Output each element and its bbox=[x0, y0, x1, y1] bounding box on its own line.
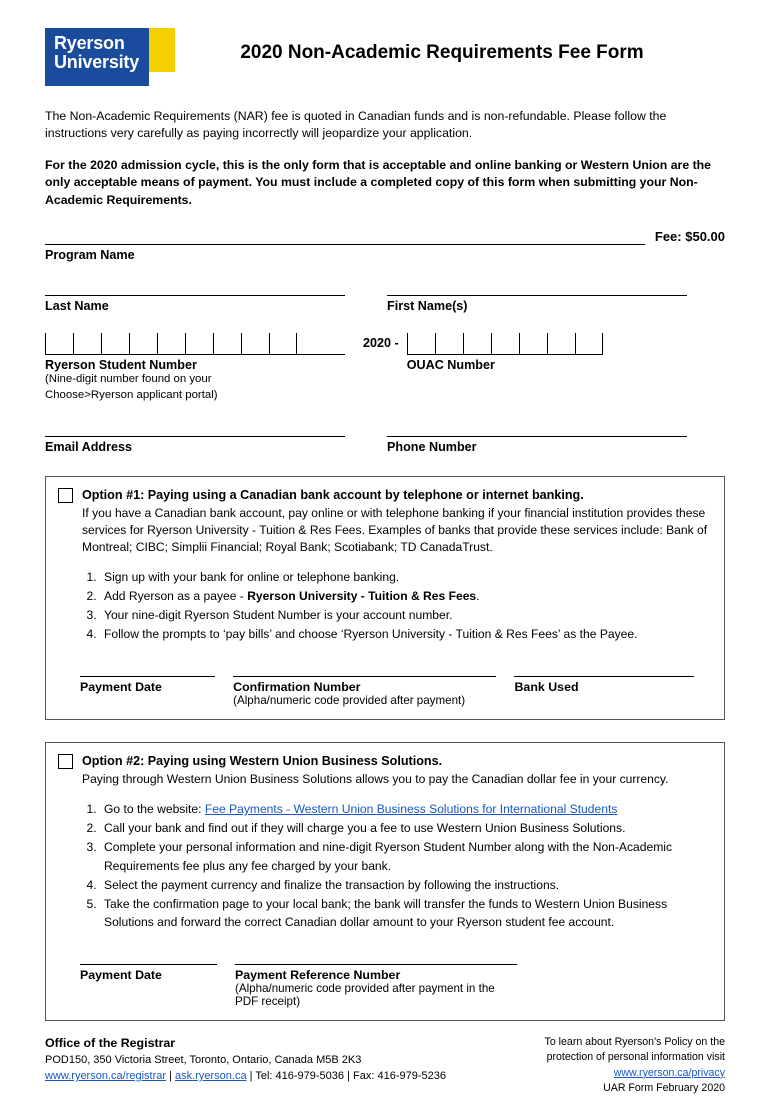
western-union-link[interactable]: Fee Payments - Western Union Business Solutions for International Students bbox=[204, 802, 618, 817]
logo-line-1: Ryerson bbox=[54, 33, 125, 53]
student-number-sub-2: Choose>Ryerson applicant portal) bbox=[45, 388, 218, 401]
ouac-year-prefix: 2020 - bbox=[363, 336, 399, 351]
digit-cell[interactable] bbox=[101, 333, 129, 355]
option-2-signature-row bbox=[58, 953, 712, 1008]
digit-cell[interactable] bbox=[435, 333, 463, 355]
footer-contact-block bbox=[45, 1035, 446, 1085]
option-2-reference-group bbox=[235, 953, 535, 1008]
digit-cell[interactable] bbox=[45, 333, 73, 355]
last-name-label: Last Name bbox=[45, 299, 109, 314]
digit-cell[interactable] bbox=[241, 333, 269, 355]
digit-cell[interactable] bbox=[547, 333, 575, 355]
option-2-payment-date-group bbox=[80, 953, 235, 1008]
option-1-panel bbox=[45, 476, 725, 720]
intro-paragraph-1: The Non-Academic Requirements (NAR) fee is quoted in Canadian funds and is non-refundable. Please follow the instructions very carefully as paying incorrectly will jeopardize your application. bbox=[45, 109, 667, 141]
option-2-step-1-prefix: Go to the website: bbox=[104, 802, 205, 817]
option-2-header bbox=[58, 753, 712, 788]
student-number-sub-1: (Nine-digit number found on your bbox=[45, 373, 212, 386]
list-item: 2. Add Ryerson as a payee - Ryerson University - Tuition & Res Fees. bbox=[100, 587, 712, 605]
list-item: 1. Sign up with your bank for online or telephone banking. bbox=[100, 568, 712, 586]
program-name-input[interactable] bbox=[45, 230, 645, 245]
phone-label: Phone Number bbox=[387, 439, 477, 454]
digit-cell[interactable] bbox=[519, 333, 547, 355]
phone-group bbox=[387, 423, 687, 454]
list-item: 3. Your nine-digit Ryerson Student Number is your account number. bbox=[100, 606, 712, 624]
list-item bbox=[100, 800, 712, 818]
contact-row bbox=[45, 423, 725, 454]
footer-tel: Tel: 416-979-5036 bbox=[255, 1069, 345, 1082]
option-2-reference-sub: (Alpha/numeric code provided after payment in the PDF receipt) bbox=[235, 982, 495, 1009]
phone-field[interactable] bbox=[387, 423, 687, 437]
logo-line-2: University bbox=[54, 52, 140, 73]
option-2-body: Paying through Western Union Business Solutions allows you to pay the Canadian dollar fee in your currency. bbox=[82, 772, 669, 787]
document-header bbox=[45, 28, 725, 86]
option-1-header bbox=[58, 487, 712, 556]
option-2-panel bbox=[45, 742, 725, 1021]
footer-address: POD150, 350 Victoria Street, Toronto, Ontario, Canada M5B 2K3 bbox=[45, 1054, 362, 1067]
first-names-input[interactable] bbox=[387, 282, 687, 296]
digit-cell[interactable] bbox=[185, 333, 213, 355]
option-2-reference-input[interactable] bbox=[235, 953, 517, 965]
option-1-signature-row bbox=[58, 665, 712, 707]
digit-cell[interactable] bbox=[129, 333, 157, 355]
digit-cell[interactable] bbox=[575, 333, 603, 355]
ouac-number-label: OUAC Number bbox=[406, 358, 495, 373]
first-names-label: First Name(s) bbox=[387, 299, 468, 314]
digit-cell[interactable] bbox=[407, 333, 435, 355]
logo-blue-block bbox=[45, 28, 149, 86]
digit-cell[interactable] bbox=[463, 333, 491, 355]
option-2-checkbox[interactable] bbox=[58, 754, 73, 769]
ryerson-university-logo bbox=[45, 28, 175, 86]
footer-separator-2: | bbox=[249, 1069, 253, 1082]
list-item: 2. Call your bank and find out if they will charge you a fee to use Western Union Business Solutions. bbox=[100, 819, 712, 837]
policy-line-1: To learn about Ryerson's Policy on the bbox=[544, 1036, 725, 1049]
footer-fax: Fax: 416-979-5236 bbox=[353, 1069, 446, 1082]
option-2-payment-date-input[interactable] bbox=[80, 953, 217, 965]
footer-separator-1: | bbox=[169, 1069, 172, 1082]
email-group bbox=[45, 423, 345, 454]
footer-links bbox=[45, 1069, 446, 1085]
document-footer bbox=[45, 1035, 725, 1096]
option-2-reference-label: Payment Reference Number bbox=[235, 968, 401, 983]
student-number-group bbox=[45, 333, 345, 403]
ask-ryerson-link[interactable]: ask.ryerson.ca bbox=[175, 1069, 247, 1082]
logo-yellow-bar bbox=[149, 28, 175, 72]
option-1-confirmation-label: Confirmation Number bbox=[233, 680, 361, 695]
option-1-body: If you have a Canadian bank account, pay online or with telephone banking if your financial institution provides these services for Ryerson University - Tuition & Res Fees. Examples of banks that provide these services include: Bank of Montreal; CIBC; Simplii Financial; Royal Bank; Scotiabank; TD CanadaTrust. bbox=[82, 505, 708, 554]
ouac-number-input[interactable] bbox=[407, 333, 603, 355]
list-item: 4. Follow the prompts to ‘pay bills’ and choose ‘Ryerson University - Tuition & Res Fees’ as the Payee. bbox=[100, 625, 712, 643]
footer-policy-block bbox=[545, 1035, 725, 1096]
privacy-link[interactable]: www.ryerson.ca/privacy bbox=[613, 1066, 725, 1079]
option-2-steps bbox=[58, 800, 712, 931]
program-name-label: Program Name bbox=[45, 248, 135, 263]
digit-cell[interactable] bbox=[213, 333, 241, 355]
option-1-title: Option #1: Paying using a Canadian bank account by telephone or internet banking. bbox=[82, 487, 584, 502]
ouac-number-group bbox=[363, 333, 663, 372]
option-1-step-2-text: Add Ryerson as a payee - bbox=[104, 588, 248, 603]
student-number-label: Ryerson Student Number bbox=[45, 358, 197, 373]
fee-amount: Fee: $50.00 bbox=[654, 229, 725, 245]
option-1-payment-date-label: Payment Date bbox=[80, 680, 162, 695]
intro-paragraph-2: For the 2020 admission cycle, this is the only form that is acceptable and online banking or Western Union are the only acceptable means of payment. You must include a completed copy of this form when submitting your Non-Academic Requirements. bbox=[45, 157, 712, 207]
option-1-confirmation-sub: (Alpha/numeric code provided after payment) bbox=[233, 694, 466, 708]
name-row bbox=[45, 282, 725, 313]
footer-separator-3: | bbox=[347, 1069, 350, 1082]
program-name-row bbox=[45, 229, 725, 245]
student-number-input[interactable] bbox=[45, 333, 345, 355]
digit-cell[interactable] bbox=[269, 333, 297, 355]
email-field[interactable] bbox=[45, 423, 345, 437]
page-title: 2020 Non-Academic Requirements Fee Form bbox=[240, 42, 644, 63]
option-1-steps bbox=[58, 568, 712, 644]
digit-cell[interactable] bbox=[73, 333, 101, 355]
option-2-title: Option #2: Paying using Western Union Business Solutions. bbox=[82, 754, 443, 769]
registrar-link[interactable]: www.ryerson.ca/registrar bbox=[45, 1069, 167, 1082]
option-1-bank-group bbox=[514, 665, 712, 707]
last-name-group bbox=[45, 282, 345, 313]
footer-office: Office of the Registrar bbox=[45, 1036, 176, 1051]
option-1-bank-input[interactable] bbox=[514, 665, 694, 677]
option-1-bank-label: Bank Used bbox=[514, 680, 579, 695]
option-1-confirmation-input[interactable] bbox=[233, 665, 496, 677]
option-1-payment-date-input[interactable] bbox=[80, 665, 215, 677]
option-1-payment-date-group bbox=[80, 665, 233, 707]
list-item: 5. Take the confirmation page to your local bank; the bank will transfer the funds to Western Union Business Solutions and forward the correct Canadian dollar amount to your Ryerson student fee account. bbox=[100, 895, 712, 931]
list-item: 3. Complete your personal information and nine-digit Ryerson Student Number along with the Non-Academic Requirements fee plus any fee charged by your bank. bbox=[100, 838, 712, 874]
digit-cell[interactable] bbox=[491, 333, 519, 355]
last-name-input[interactable] bbox=[45, 282, 345, 296]
option-1-confirmation-group bbox=[233, 665, 514, 707]
digit-cell[interactable] bbox=[157, 333, 185, 355]
numbers-row bbox=[45, 333, 725, 403]
email-label: Email Address bbox=[45, 439, 133, 454]
policy-line-2: protection of personal information visit bbox=[546, 1051, 725, 1064]
option-1-payee-name: Ryerson University - Tuition & Res Fees bbox=[247, 588, 477, 603]
form-id: UAR Form February 2020 bbox=[603, 1082, 725, 1095]
first-names-group bbox=[387, 282, 687, 313]
list-item: 4. Select the payment currency and finalize the transaction by following the instructions. bbox=[100, 876, 712, 894]
option-1-checkbox[interactable] bbox=[58, 488, 73, 503]
option-2-payment-date-label: Payment Date bbox=[80, 968, 162, 983]
